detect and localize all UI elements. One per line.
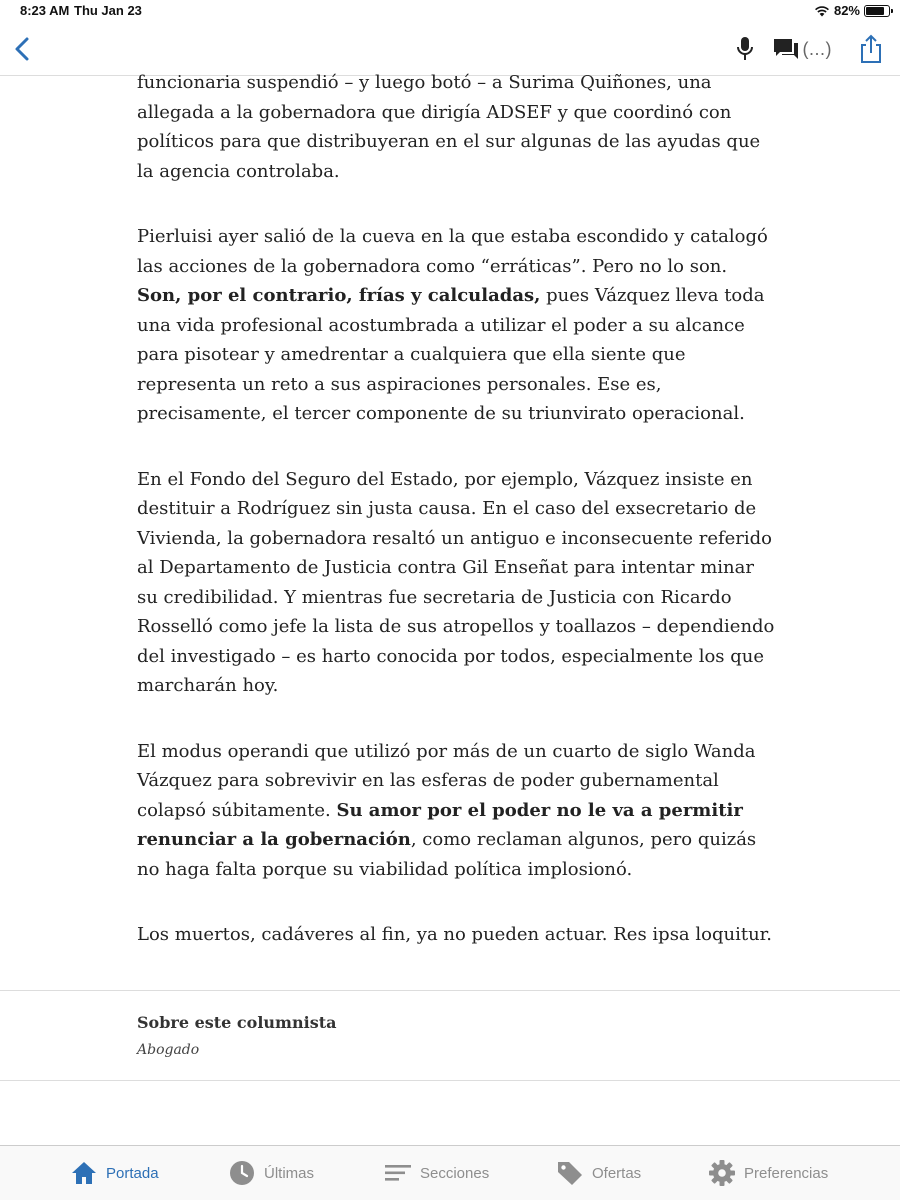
- home-icon: [70, 1159, 98, 1187]
- article-paragraph: [137, 222, 777, 429]
- paragraph-text: El modus operandi que utilizó por más de un cuarto de siglo Wanda Vázquez para sobrevivir en las esferas de poder gubernamental colapsó súbitamente.: [137, 740, 756, 821]
- paragraph-text: Pierluisi ayer salió de la cueva en la que estaba escondido y catalogó las acciones de la gobernadora como “erráticas”. Pero no lo son.: [137, 226, 768, 277]
- columnist-title: Sobre este columnista: [137, 1013, 337, 1032]
- article-paragraph: [137, 737, 777, 885]
- bold-text: Su amor por el poder no le va a permitir renunciar a la gobernación: [137, 799, 743, 850]
- paragraph-text: , como reclaman algunos, pero quizás no haga falta porque su viabilidad política implosionó.: [137, 829, 757, 880]
- article-paragraph: funcionaria suspendió – y luego botó – a Surima Quiñones, una allegada a la gobernadora que dirigía ADSEF y que coordinó con políticos para que distribuyeran en el sur algunas de las ayudas que la agencia controlaba.: [137, 72, 761, 182]
- battery-percent: 82%: [833, 3, 860, 18]
- tab-preferencias[interactable]: [708, 1159, 828, 1187]
- clock-icon: [228, 1159, 256, 1187]
- tab-label: Secciones: [420, 1164, 490, 1182]
- nav-actions: [735, 34, 885, 64]
- columnist-info: [137, 1013, 336, 1058]
- wifi-icon: [814, 5, 830, 17]
- divider: [0, 990, 900, 991]
- divider: [0, 1080, 900, 1081]
- tag-icon: [556, 1159, 584, 1187]
- columnist-role: Abogado: [137, 1042, 200, 1058]
- battery-level: [866, 7, 884, 15]
- tab-label: Portada: [106, 1164, 159, 1182]
- gear-icon: [708, 1159, 736, 1187]
- tab-ofertas[interactable]: [556, 1159, 641, 1187]
- tab-bar: [0, 1145, 900, 1200]
- status-date: Thu Jan 23: [74, 3, 142, 18]
- comment-icon[interactable]: [773, 37, 799, 61]
- tab-secciones[interactable]: [384, 1159, 489, 1187]
- status-indicators: [814, 3, 890, 18]
- sections-icon: [384, 1159, 412, 1187]
- tab-label: Preferencias: [744, 1164, 829, 1182]
- status-bar: [0, 0, 900, 24]
- bold-text: Son, por el contrario, frías y calculadas,: [137, 285, 541, 306]
- tab-label: Últimas: [264, 1164, 315, 1182]
- tab-portada[interactable]: [70, 1159, 159, 1187]
- microphone-icon[interactable]: [735, 36, 755, 62]
- tab-ultimas[interactable]: [228, 1159, 314, 1187]
- article-paragraph: Los muertos, cadáveres al fin, ya no pueden actuar. Res ipsa loquitur.: [137, 924, 773, 945]
- battery-icon: [864, 5, 890, 17]
- share-icon[interactable]: [858, 34, 884, 64]
- chevron-left-icon[interactable]: [8, 34, 38, 64]
- article-body: [137, 68, 777, 986]
- article-paragraph: En el Fondo del Seguro del Estado, por ejemplo, Vázquez insiste en destituir a Rodríguez sin justa causa. En el caso del exsecretario de Vivienda, la gobernadora resaltó un antiguo e inconsecuente referido al Departamento de Justicia contra Gil Enseñat para intentar minar su credibilidad. Y mientras fue secretaria de Justicia con Ricardo Rosselló como jefe la lista de sus atropellos y toallazos – dependiendo del investigado – es harto conocida por todos, especialmente los que marcharán hoy.: [137, 468, 775, 696]
- paragraph-text: pues Vázquez lleva toda una vida profesional acostumbrada a utilizar el poder a su alcance para pisotear y amedrentar a cualquiera que ella siente que representa un reto a sus aspiraciones personales. Ese es, precisamente, el tercer componente de su triunvirato operacional.: [137, 285, 765, 424]
- status-time: 8:23 AM: [20, 3, 70, 18]
- tab-label: Ofertas: [592, 1164, 642, 1182]
- comment-count[interactable]: (...): [802, 38, 832, 59]
